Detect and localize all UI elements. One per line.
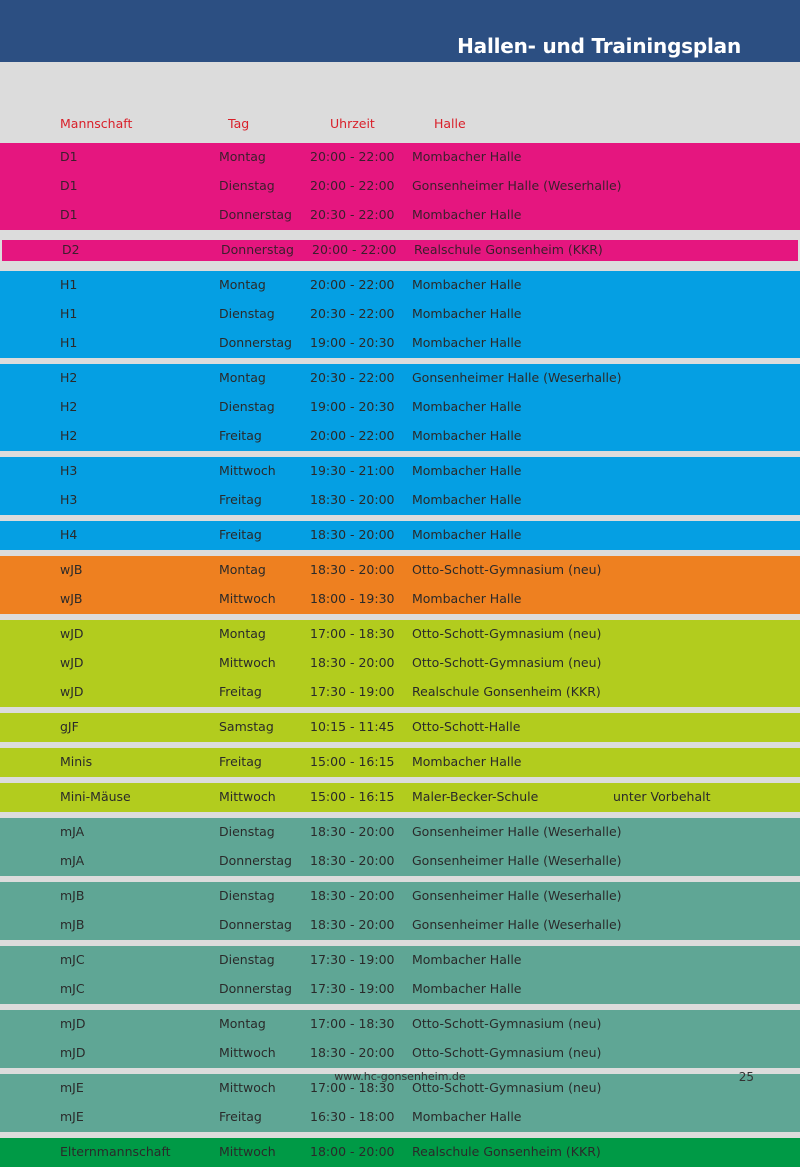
day-cell: Dienstag bbox=[219, 888, 275, 903]
time-cell: 18:30 - 20:00 bbox=[310, 888, 395, 903]
schedule-group bbox=[0, 620, 800, 707]
day-cell: Donnerstag bbox=[219, 853, 292, 868]
day-cell: Mittwoch bbox=[219, 463, 276, 478]
table-row bbox=[0, 748, 800, 777]
time-cell: 18:30 - 20:00 bbox=[310, 492, 395, 507]
time-cell: 18:00 - 19:30 bbox=[310, 591, 395, 606]
hall-cell: Mombacher Halle bbox=[412, 463, 522, 478]
team-cell: wJD bbox=[60, 626, 84, 641]
day-cell: Freitag bbox=[219, 684, 262, 699]
day-cell: Donnerstag bbox=[221, 242, 294, 257]
team-cell: Minis bbox=[60, 754, 93, 769]
time-cell: 18:30 - 20:00 bbox=[310, 917, 395, 932]
team-cell: D1 bbox=[60, 178, 78, 193]
table-row bbox=[0, 1010, 800, 1039]
table-row bbox=[0, 847, 800, 876]
day-cell: Montag bbox=[219, 370, 266, 385]
team-cell: mJC bbox=[60, 981, 85, 996]
team-cell: mJE bbox=[60, 1080, 84, 1095]
team-cell: H2 bbox=[60, 370, 78, 385]
hall-cell: Otto-Schott-Halle bbox=[412, 719, 521, 734]
day-cell: Mittwoch bbox=[219, 591, 276, 606]
time-cell: 19:30 - 21:00 bbox=[310, 463, 395, 478]
day-cell: Montag bbox=[219, 1016, 266, 1031]
time-cell: 17:30 - 19:00 bbox=[310, 952, 395, 967]
table-row bbox=[0, 486, 800, 515]
day-cell: Freitag bbox=[219, 754, 262, 769]
team-cell: H1 bbox=[60, 335, 78, 350]
time-cell: 17:00 - 18:30 bbox=[310, 1080, 395, 1095]
day-cell: Montag bbox=[219, 562, 266, 577]
team-cell: gJF bbox=[60, 719, 79, 734]
page-title: Hallen- und Trainingsplan bbox=[457, 34, 741, 58]
team-cell: mJD bbox=[60, 1045, 86, 1060]
time-cell: 19:00 - 20:30 bbox=[310, 335, 395, 350]
team-cell: H2 bbox=[60, 399, 78, 414]
schedule-group bbox=[0, 713, 800, 742]
hall-cell: Realschule Gonsenheim (KKR) bbox=[412, 684, 601, 699]
team-cell: wJD bbox=[60, 655, 84, 670]
schedule-group bbox=[0, 818, 800, 876]
team-cell: H2 bbox=[60, 428, 78, 443]
schedule-group bbox=[0, 946, 800, 1004]
schedule-group bbox=[0, 457, 800, 515]
hall-cell: Mombacher Halle bbox=[412, 207, 522, 222]
hall-cell: Gonsenheimer Halle (Weserhalle) bbox=[412, 888, 622, 903]
hall-cell: Mombacher Halle bbox=[412, 399, 522, 414]
day-cell: Freitag bbox=[219, 1109, 262, 1124]
hall-cell: Realschule Gonsenheim (KKR) bbox=[412, 1144, 601, 1159]
day-cell: Montag bbox=[219, 626, 266, 641]
time-cell: 17:00 - 18:30 bbox=[310, 1016, 395, 1031]
day-cell: Montag bbox=[219, 277, 266, 292]
table-row bbox=[0, 882, 800, 911]
hall-cell: Mombacher Halle bbox=[412, 277, 522, 292]
table-row bbox=[0, 521, 800, 550]
hall-cell: Gonsenheimer Halle (Weserhalle) bbox=[412, 370, 622, 385]
column-header-day: Tag bbox=[228, 116, 250, 131]
table-row bbox=[0, 329, 800, 358]
schedule-group bbox=[0, 882, 800, 940]
table-row bbox=[0, 393, 800, 422]
time-cell: 20:30 - 22:00 bbox=[310, 207, 395, 222]
hall-cell: Otto-Schott-Gymnasium (neu) bbox=[412, 1045, 602, 1060]
schedule-group bbox=[0, 1138, 800, 1167]
team-cell: Elternmannschaft bbox=[60, 1144, 171, 1159]
time-cell: 17:00 - 18:30 bbox=[310, 626, 395, 641]
table-row bbox=[0, 911, 800, 940]
hall-cell: Otto-Schott-Gymnasium (neu) bbox=[412, 1016, 602, 1031]
table-row bbox=[0, 143, 800, 172]
team-cell: mJA bbox=[60, 853, 85, 868]
team-cell: D2 bbox=[62, 242, 80, 257]
table-row bbox=[0, 783, 800, 812]
team-cell: H4 bbox=[60, 527, 78, 542]
table-row bbox=[0, 556, 800, 585]
table-row bbox=[0, 172, 800, 201]
table-row bbox=[0, 271, 800, 300]
note-cell: unter Vorbehalt bbox=[613, 789, 711, 804]
day-cell: Dienstag bbox=[219, 306, 275, 321]
table-row bbox=[0, 1138, 800, 1167]
hall-cell: Mombacher Halle bbox=[412, 306, 522, 321]
hall-cell: Maler-Becker-Schule bbox=[412, 789, 539, 804]
table-row bbox=[0, 713, 800, 742]
schedule-group bbox=[0, 1010, 800, 1068]
table-row bbox=[0, 300, 800, 329]
day-cell: Freitag bbox=[219, 428, 262, 443]
time-cell: 18:30 - 20:00 bbox=[310, 824, 395, 839]
column-header-time: Uhrzeit bbox=[330, 116, 375, 131]
hall-cell: Otto-Schott-Gymnasium (neu) bbox=[412, 626, 602, 641]
time-cell: 18:30 - 20:00 bbox=[310, 1045, 395, 1060]
hall-cell: Mombacher Halle bbox=[412, 591, 522, 606]
hall-cell: Gonsenheimer Halle (Weserhalle) bbox=[412, 917, 622, 932]
day-cell: Mittwoch bbox=[219, 1080, 276, 1095]
team-cell: wJD bbox=[60, 684, 84, 699]
hall-cell: Gonsenheimer Halle (Weserhalle) bbox=[412, 824, 622, 839]
time-cell: 20:00 - 22:00 bbox=[310, 149, 395, 164]
day-cell: Mittwoch bbox=[219, 1045, 276, 1060]
table-row bbox=[0, 364, 800, 393]
hall-cell: Mombacher Halle bbox=[412, 754, 522, 769]
schedule-group bbox=[2, 240, 798, 261]
team-cell: H3 bbox=[60, 463, 78, 478]
table-row bbox=[0, 1039, 800, 1068]
time-cell: 18:30 - 20:00 bbox=[310, 655, 395, 670]
hall-cell: Mombacher Halle bbox=[412, 527, 522, 542]
hall-cell: Otto-Schott-Gymnasium (neu) bbox=[412, 562, 602, 577]
table-row bbox=[0, 201, 800, 230]
hall-cell: Gonsenheimer Halle (Weserhalle) bbox=[412, 178, 622, 193]
column-header-team: Mannschaft bbox=[60, 116, 133, 131]
team-cell: Mini-Mäuse bbox=[60, 789, 131, 804]
day-cell: Dienstag bbox=[219, 399, 275, 414]
table-row bbox=[0, 457, 800, 486]
time-cell: 20:00 - 22:00 bbox=[312, 242, 397, 257]
hall-cell: Otto-Schott-Gymnasium (neu) bbox=[412, 1080, 602, 1095]
team-cell: mJD bbox=[60, 1016, 86, 1031]
time-cell: 15:00 - 16:15 bbox=[310, 789, 395, 804]
day-cell: Samstag bbox=[219, 719, 274, 734]
footer-url: www.hc-gonsenheim.de bbox=[334, 1070, 466, 1083]
time-cell: 16:30 - 18:00 bbox=[310, 1109, 395, 1124]
time-cell: 18:30 - 20:00 bbox=[310, 562, 395, 577]
day-cell: Freitag bbox=[219, 492, 262, 507]
table-row bbox=[0, 1103, 800, 1132]
time-cell: 18:30 - 20:00 bbox=[310, 853, 395, 868]
hall-cell: Gonsenheimer Halle (Weserhalle) bbox=[412, 853, 622, 868]
time-cell: 20:00 - 22:00 bbox=[310, 178, 395, 193]
table-row bbox=[0, 422, 800, 451]
time-cell: 15:00 - 16:15 bbox=[310, 754, 395, 769]
day-cell: Donnerstag bbox=[219, 917, 292, 932]
team-cell: D1 bbox=[60, 207, 78, 222]
time-cell: 20:30 - 22:00 bbox=[310, 370, 395, 385]
table-row bbox=[0, 975, 800, 1004]
table-row bbox=[0, 678, 800, 707]
hall-cell: Mombacher Halle bbox=[412, 981, 522, 996]
team-cell: mJA bbox=[60, 824, 85, 839]
team-cell: mJC bbox=[60, 952, 85, 967]
hall-cell: Mombacher Halle bbox=[412, 149, 522, 164]
schedule-group bbox=[0, 143, 800, 230]
day-cell: Dienstag bbox=[219, 824, 275, 839]
time-cell: 19:00 - 20:30 bbox=[310, 399, 395, 414]
hall-cell: Mombacher Halle bbox=[412, 1109, 522, 1124]
schedule-group bbox=[0, 271, 800, 358]
time-cell: 17:30 - 19:00 bbox=[310, 981, 395, 996]
time-cell: 20:00 - 22:00 bbox=[310, 428, 395, 443]
time-cell: 20:30 - 22:00 bbox=[310, 306, 395, 321]
team-cell: D1 bbox=[60, 149, 78, 164]
hall-cell: Mombacher Halle bbox=[412, 492, 522, 507]
hall-cell: Otto-Schott-Gymnasium (neu) bbox=[412, 655, 602, 670]
hall-cell: Mombacher Halle bbox=[412, 428, 522, 443]
time-cell: 20:00 - 22:00 bbox=[310, 277, 395, 292]
time-cell: 10:15 - 11:45 bbox=[310, 719, 395, 734]
day-cell: Freitag bbox=[219, 527, 262, 542]
table-row bbox=[0, 946, 800, 975]
table-row bbox=[0, 818, 800, 847]
day-cell: Donnerstag bbox=[219, 335, 292, 350]
schedule-group bbox=[0, 748, 800, 777]
table-row bbox=[0, 585, 800, 614]
day-cell: Donnerstag bbox=[219, 981, 292, 996]
hall-cell: Mombacher Halle bbox=[412, 952, 522, 967]
schedule-group bbox=[0, 521, 800, 550]
team-cell: wJB bbox=[60, 562, 83, 577]
day-cell: Mittwoch bbox=[219, 789, 276, 804]
team-cell: wJB bbox=[60, 591, 83, 606]
day-cell: Dienstag bbox=[219, 952, 275, 967]
team-cell: H1 bbox=[60, 306, 78, 321]
time-cell: 18:00 - 20:00 bbox=[310, 1144, 395, 1159]
schedule-group bbox=[0, 364, 800, 451]
schedule-group bbox=[0, 783, 800, 812]
hall-cell: Realschule Gonsenheim (KKR) bbox=[414, 242, 603, 257]
page-number: 25 bbox=[738, 1070, 754, 1084]
schedule-group bbox=[0, 556, 800, 614]
team-cell: mJE bbox=[60, 1109, 84, 1124]
team-cell: H1 bbox=[60, 277, 78, 292]
day-cell: Mittwoch bbox=[219, 655, 276, 670]
day-cell: Dienstag bbox=[219, 178, 275, 193]
hall-cell: Mombacher Halle bbox=[412, 335, 522, 350]
column-header-hall: Halle bbox=[434, 116, 466, 131]
team-cell: mJB bbox=[60, 917, 85, 932]
table-row bbox=[0, 620, 800, 649]
table-row bbox=[2, 236, 800, 265]
time-cell: 17:30 - 19:00 bbox=[310, 684, 395, 699]
time-cell: 18:30 - 20:00 bbox=[310, 527, 395, 542]
day-cell: Donnerstag bbox=[219, 207, 292, 222]
day-cell: Montag bbox=[219, 149, 266, 164]
table-row bbox=[0, 649, 800, 678]
day-cell: Mittwoch bbox=[219, 1144, 276, 1159]
team-cell: H3 bbox=[60, 492, 78, 507]
team-cell: mJB bbox=[60, 888, 85, 903]
